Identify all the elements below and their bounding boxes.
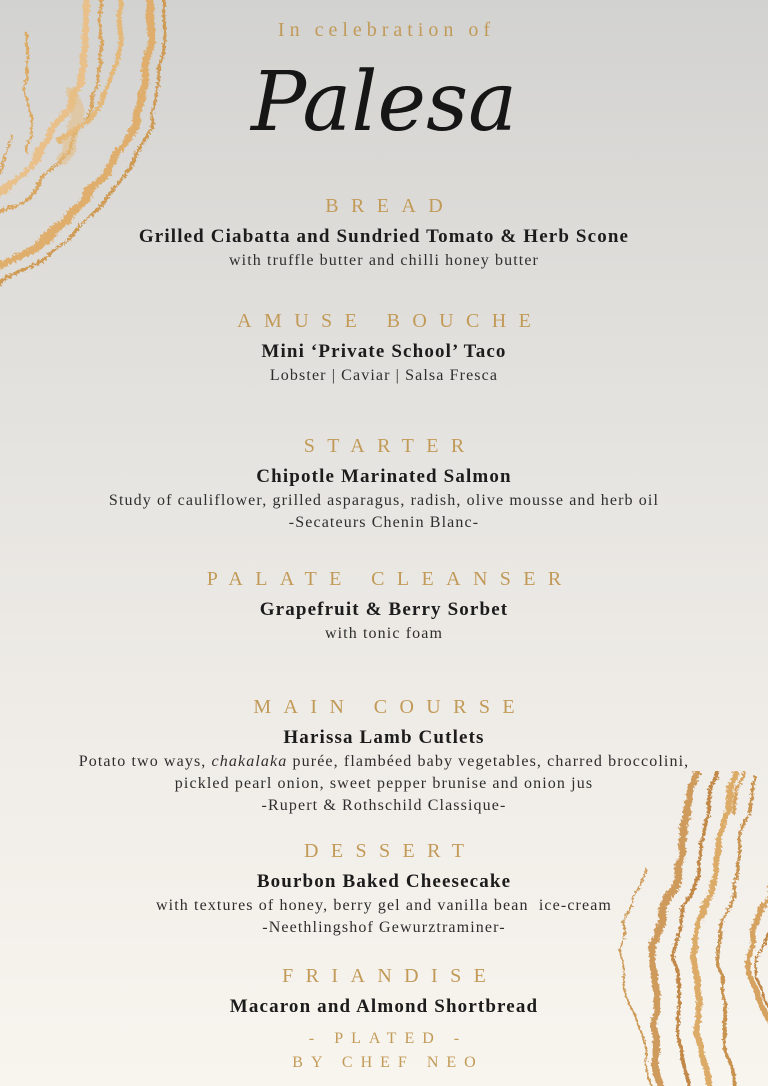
dish-name: Macaron and Almond Shortbread — [229, 996, 539, 1018]
plated-label: - PLATED - — [308, 1030, 468, 1048]
dish-detail: Lobster | Caviar | Salsa Fresca — [269, 367, 499, 385]
menu-section-dessert — [0, 839, 768, 939]
dish-detail: with textures of honey, berry gel and vanilla bean ice-cream — [155, 897, 612, 915]
dish-name: Harissa Lamb Cutlets — [283, 727, 485, 749]
eyebrow-text: In celebration of — [277, 19, 496, 41]
wine-pairing: -Neethlingshof Gewurztraminer- — [262, 919, 506, 937]
course-heading: AMUSE BOUCHE — [237, 310, 544, 333]
dish-name: Grapefruit & Berry Sorbet — [259, 599, 509, 621]
dish-name: Bourbon Baked Cheesecake — [256, 871, 512, 893]
menu-section-main-course — [0, 695, 768, 817]
dish-name: Mini ‘Private School’ Taco — [261, 341, 507, 363]
menu-footer — [0, 1029, 768, 1073]
menu-section-starter — [0, 434, 768, 534]
dish-name: Chipotle Marinated Salmon — [256, 466, 512, 488]
dish-detail: with truffle butter and chilli honey butter — [228, 252, 540, 270]
course-heading: BREAD — [325, 195, 456, 218]
menu-section-palate-cleanser — [0, 567, 768, 645]
course-heading: MAIN COURSE — [253, 696, 528, 719]
menu-section-friandise — [0, 964, 768, 1020]
dish-detail: with tonic foam — [324, 625, 444, 643]
course-heading: DESSERT — [304, 840, 477, 863]
menu-section-amuse-bouche — [0, 309, 768, 387]
celebrant-name: Palesa — [250, 55, 518, 150]
wine-pairing: -Rupert & Rothschild Classique- — [261, 797, 507, 815]
dish-detail: Study of cauliflower, grilled asparagus, radish, olive mousse and herb oil — [108, 492, 660, 510]
course-heading: STARTER — [303, 435, 477, 458]
course-heading: PALATE CLEANSER — [206, 568, 574, 591]
dish-detail: pickled pearl onion, sweet pepper brunise and onion jus — [174, 775, 594, 793]
menu-section-bread — [0, 194, 768, 272]
chef-credit: BY CHEF NEO — [292, 1054, 484, 1072]
dish-name: Grilled Ciabatta and Sundried Tomato & Herb Scone — [138, 226, 630, 248]
course-heading: FRIANDISE — [282, 965, 499, 988]
dish-detail: Potato two ways, chakalaka purée, flambéed baby vegetables, charred broccolini, — [78, 753, 690, 771]
wine-pairing: -Secateurs Chenin Blanc- — [288, 514, 480, 532]
